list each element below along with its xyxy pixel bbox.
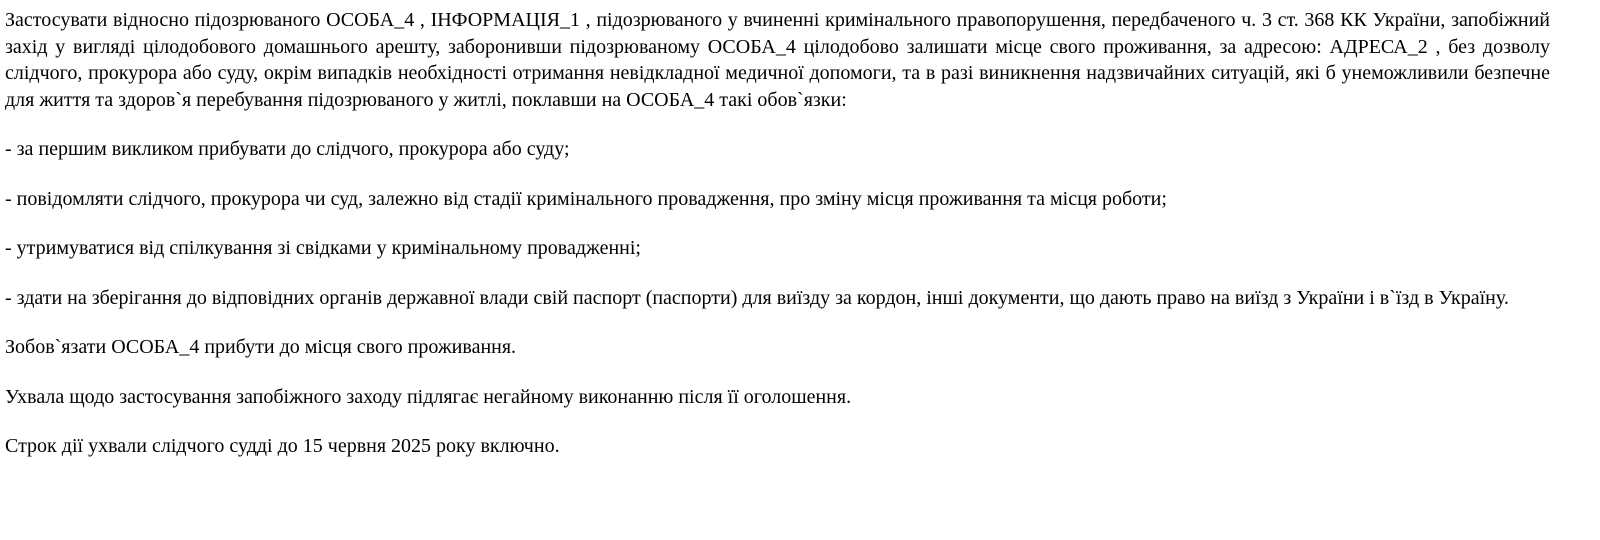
paragraph-validity-term: Строк дії ухвали слідчого судді до 15 червня 2025 року включно.: [5, 435, 560, 457]
paragraph-obligation-no-contact: - утримуватися від спілкування зі свідками у кримінальному провадженні;: [5, 237, 641, 259]
paragraph-order-arrive: Зобов`язати ОСОБА_4 прибути до місця свого проживання.: [5, 336, 517, 358]
paragraph-obligation-appear: - за першим викликом прибувати до слідчого, прокурора або суду;: [5, 138, 570, 160]
paragraph-immediate-execution: Ухвала щодо застосування запобіжного заходу підлягає негайному виконанню після її оголошення.: [5, 385, 852, 408]
paragraph-obligation-passport: - здати на зберігання до відповідних органів державної влади свій паспорт (паспорти) для виїзду за кордон, інші документи, що дають право на виїзд з України і в`їзд в Україну.: [5, 286, 1509, 309]
paragraph-obligation-notify: - повідомляти слідчого, прокурора чи суд, залежно від стадії кримінального провадження, про зміну місця проживання та місця роботи;: [5, 187, 1167, 210]
paragraph-main-ruling: Застосувати відносно підозрюваного ОСОБА_4 , ІНФОРМАЦІЯ_1 , підозрюваного у вчиненні кримінального правопорушення, передбаченого ч. 3 ст. 368 КК України, запобіжний захід у вигляді цілодобового домашнього арешту, заборонивши підозрюваному ОСОБА_4 цілодобово залишати місце свого проживання, за адресою: АДРЕСА_2 , без дозволу слідчого, прокурора або суду, окрім випадків необхідності отримання невідкладної медичної допомоги, та в разі виникнення надзвичайних ситуацій, які б унеможливили безпечне для життя та здоров`я перебування підозрюваного у житлі, поклавши на ОСОБА_4 такі обов`язки:: [5, 9, 1550, 111]
document-body: [5, 7, 1550, 460]
